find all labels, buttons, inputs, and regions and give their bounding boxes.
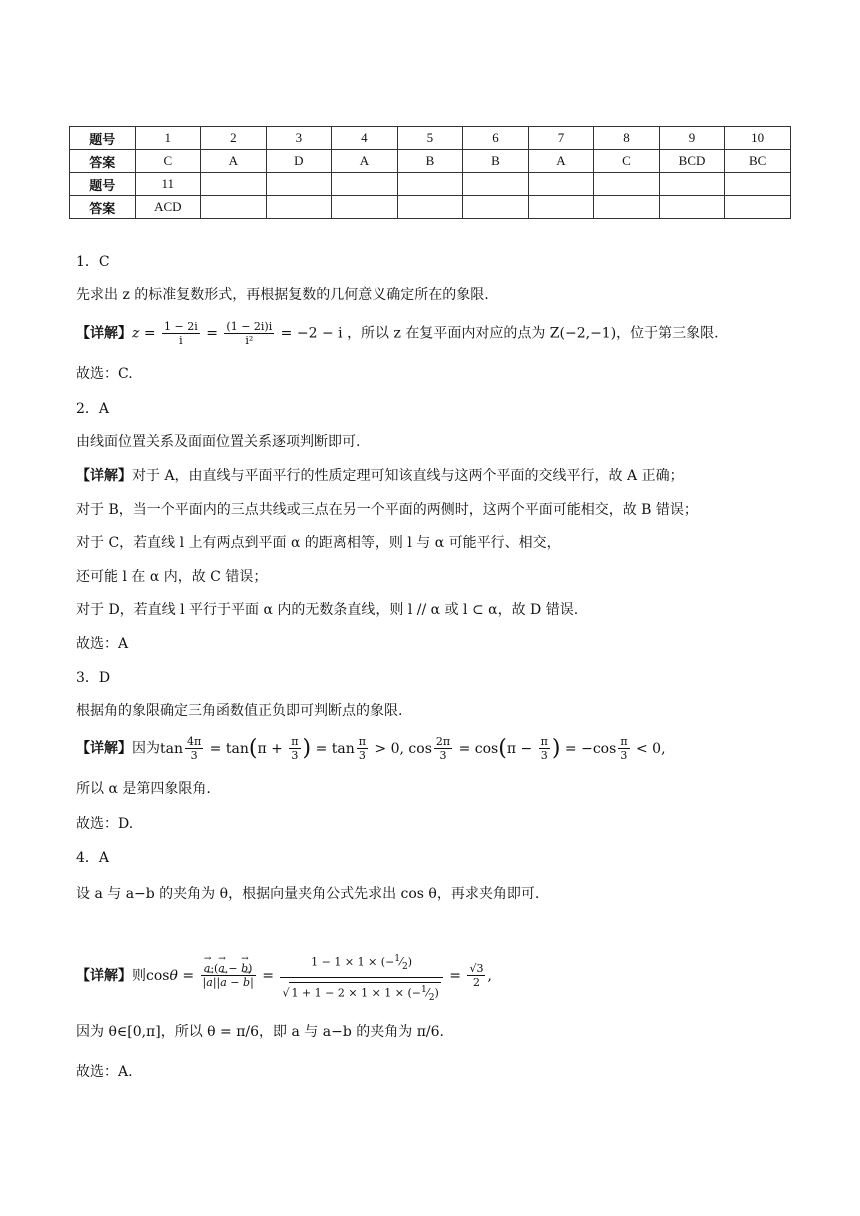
q1-title: 1．C: [76, 254, 110, 270]
table-cell: B: [463, 150, 529, 173]
table-cell: BC: [725, 150, 791, 173]
q2-hint: 由线面位置关系及面面位置关系逐项判断即可.: [76, 434, 361, 450]
q2-detail-c1: 对于 C，若直线 l 上有两点到平面 α 的距离相等，则 l 与 α 可能平行、相交，: [76, 535, 561, 551]
q3-answer: 故选：D.: [76, 816, 134, 832]
q1-fraction-2: $\frac{(1 - 2i)i}{\text{i²}}$: [226, 320, 273, 347]
table-cell: [332, 173, 398, 196]
table-cell: [201, 173, 267, 196]
q2-detail-a: [76, 466, 684, 486]
q1-formula: z: [132, 325, 140, 342]
table-cell: ACD: [135, 196, 201, 219]
table-row: [70, 196, 791, 219]
table-row-header: 题号: [70, 173, 136, 196]
table-cell: B: [397, 150, 463, 173]
q3-formula: tan $\frac{4\pi}{3}$ = tan(π + $\frac{\pi}{3}$ ) = tan $\frac{\pi}{3}$ > 0, cos $\frac{2\pi}{3}$ = cos(π − $\frac{\pi}{3}$ ) = −cos $\frac{\pi}{3}$ < 0,: [160, 735, 666, 762]
table-cell: [659, 173, 725, 196]
table-row: [70, 173, 791, 196]
q4-detail: [76, 948, 492, 1004]
table-cell: 4: [332, 127, 398, 150]
table-cell: [463, 196, 529, 219]
q1-hint: 先求出 z 的标准复数形式，再根据复数的几何意义确定所在的象限.: [76, 287, 489, 303]
table-cell: 9: [659, 127, 725, 150]
table-cell: 1: [135, 127, 201, 150]
q3-conclusion: 所以 α 是第四象限角.: [76, 781, 211, 797]
table-cell: 2: [201, 127, 267, 150]
q4-hint: 设 a 与 a−b 的夹角为 θ，根据向量夹角公式先求出 cos θ，再求夹角即可.: [76, 886, 540, 902]
q4-answer: 故选：A.: [76, 1064, 133, 1080]
q2-detail-d: 对于 D，若直线 l 平行于平面 α 内的无数条直线，则 l // α 或 l ⊂ α，故 D 错误.: [76, 602, 579, 618]
q2-detail-c2: 还可能 l 在 α 内，故 C 错误；: [76, 569, 268, 585]
table-row: [70, 150, 791, 173]
q2-detail-b: 对于 B，当一个平面内的三点共线或三点在另一个平面的两侧时，这两个平面可能相交，故 B 错误；: [76, 502, 698, 518]
table-cell: C: [135, 150, 201, 173]
table-cell: [725, 173, 791, 196]
table-cell: [397, 173, 463, 196]
table-cell: 7: [528, 127, 594, 150]
table-cell: [594, 173, 660, 196]
table-cell: [659, 196, 725, 219]
table-cell: [594, 196, 660, 219]
answer-table: [69, 126, 791, 219]
q3-detail-text: 因为: [132, 740, 160, 757]
table-cell: BCD: [659, 150, 725, 173]
q1-detail-label: 【详解】: [76, 325, 132, 342]
q2-detail-a-text: 对于 A，由直线与平面平行的性质定理可知该直线与这两个平面的交线平行，故 A 正确；: [132, 468, 684, 484]
table-cell: [528, 173, 594, 196]
table-cell: 6: [463, 127, 529, 150]
table-cell: [201, 196, 267, 219]
table-cell: C: [594, 150, 660, 173]
q4-detail-label: 【详解】: [76, 967, 132, 984]
table-row: [70, 127, 791, 150]
q3-title: 3．D: [76, 670, 111, 686]
q1-detail: 【详解】z = $\frac{1 - 2i}{i}$ = $\frac{(1 - 2i)i}{\text{i²}}$ = −2 − i ，所以 z 在复平面内对应的点为 Z(−2,−1)，位于第三象限.: [76, 320, 719, 347]
table-row-header: 题号: [70, 127, 136, 150]
table-cell: A: [201, 150, 267, 173]
table-cell: [397, 196, 463, 219]
table-cell: [463, 173, 529, 196]
q3-hint: 根据角的象限确定三角函数值正负即可判断点的象限.: [76, 703, 403, 719]
table-row-header: 答案: [70, 196, 136, 219]
table-cell: [266, 173, 332, 196]
q2-detail-label: 【详解】: [76, 468, 132, 484]
q4-title: 4．A: [76, 850, 110, 866]
q4-formula: cosθ = → $\frac{a\cdot(\to a - \to b)}{|\to a||\to a - \to b|}$ = $\frac{1 - 1 \times 1 \times (-^1⁄_2)}{√ 1 + 1 - 2 \times 1 \times 1 \times (-^1⁄_2)}$ = $\frac{√3}{2}$ ,: [146, 968, 492, 984]
table-cell: [528, 196, 594, 219]
q1-detail-text: ，所以 z 在复平面内对应的点为 Z(−2,−1)，位于第三象限.: [347, 325, 719, 342]
q2-answer: 故选：A: [76, 636, 129, 652]
q4-conclusion: 因为 θ∈[0,π]，所以 θ = π/6，即 a 与 a−b 的夹角为 π/6.: [76, 1024, 444, 1040]
table-cell: D: [266, 150, 332, 173]
q1-answer: 故选：C.: [76, 366, 133, 382]
table-cell: 8: [594, 127, 660, 150]
table-cell: 3: [266, 127, 332, 150]
table-cell: A: [528, 150, 594, 173]
table-row-header: 答案: [70, 150, 136, 173]
table-cell: 11: [135, 173, 201, 196]
table-cell: 5: [397, 127, 463, 150]
table-cell: [266, 196, 332, 219]
q3-detail-label: 【详解】: [76, 740, 132, 757]
table-cell: [332, 196, 398, 219]
table-cell: A: [332, 150, 398, 173]
table-cell: 10: [725, 127, 791, 150]
q1-fraction-1: $\frac{1 - 2i}{i}$: [164, 320, 198, 347]
q4-detail-text: 则: [132, 967, 146, 984]
q3-detail: [76, 735, 666, 762]
q2-title: 2．A: [76, 401, 110, 417]
table-cell: [725, 196, 791, 219]
